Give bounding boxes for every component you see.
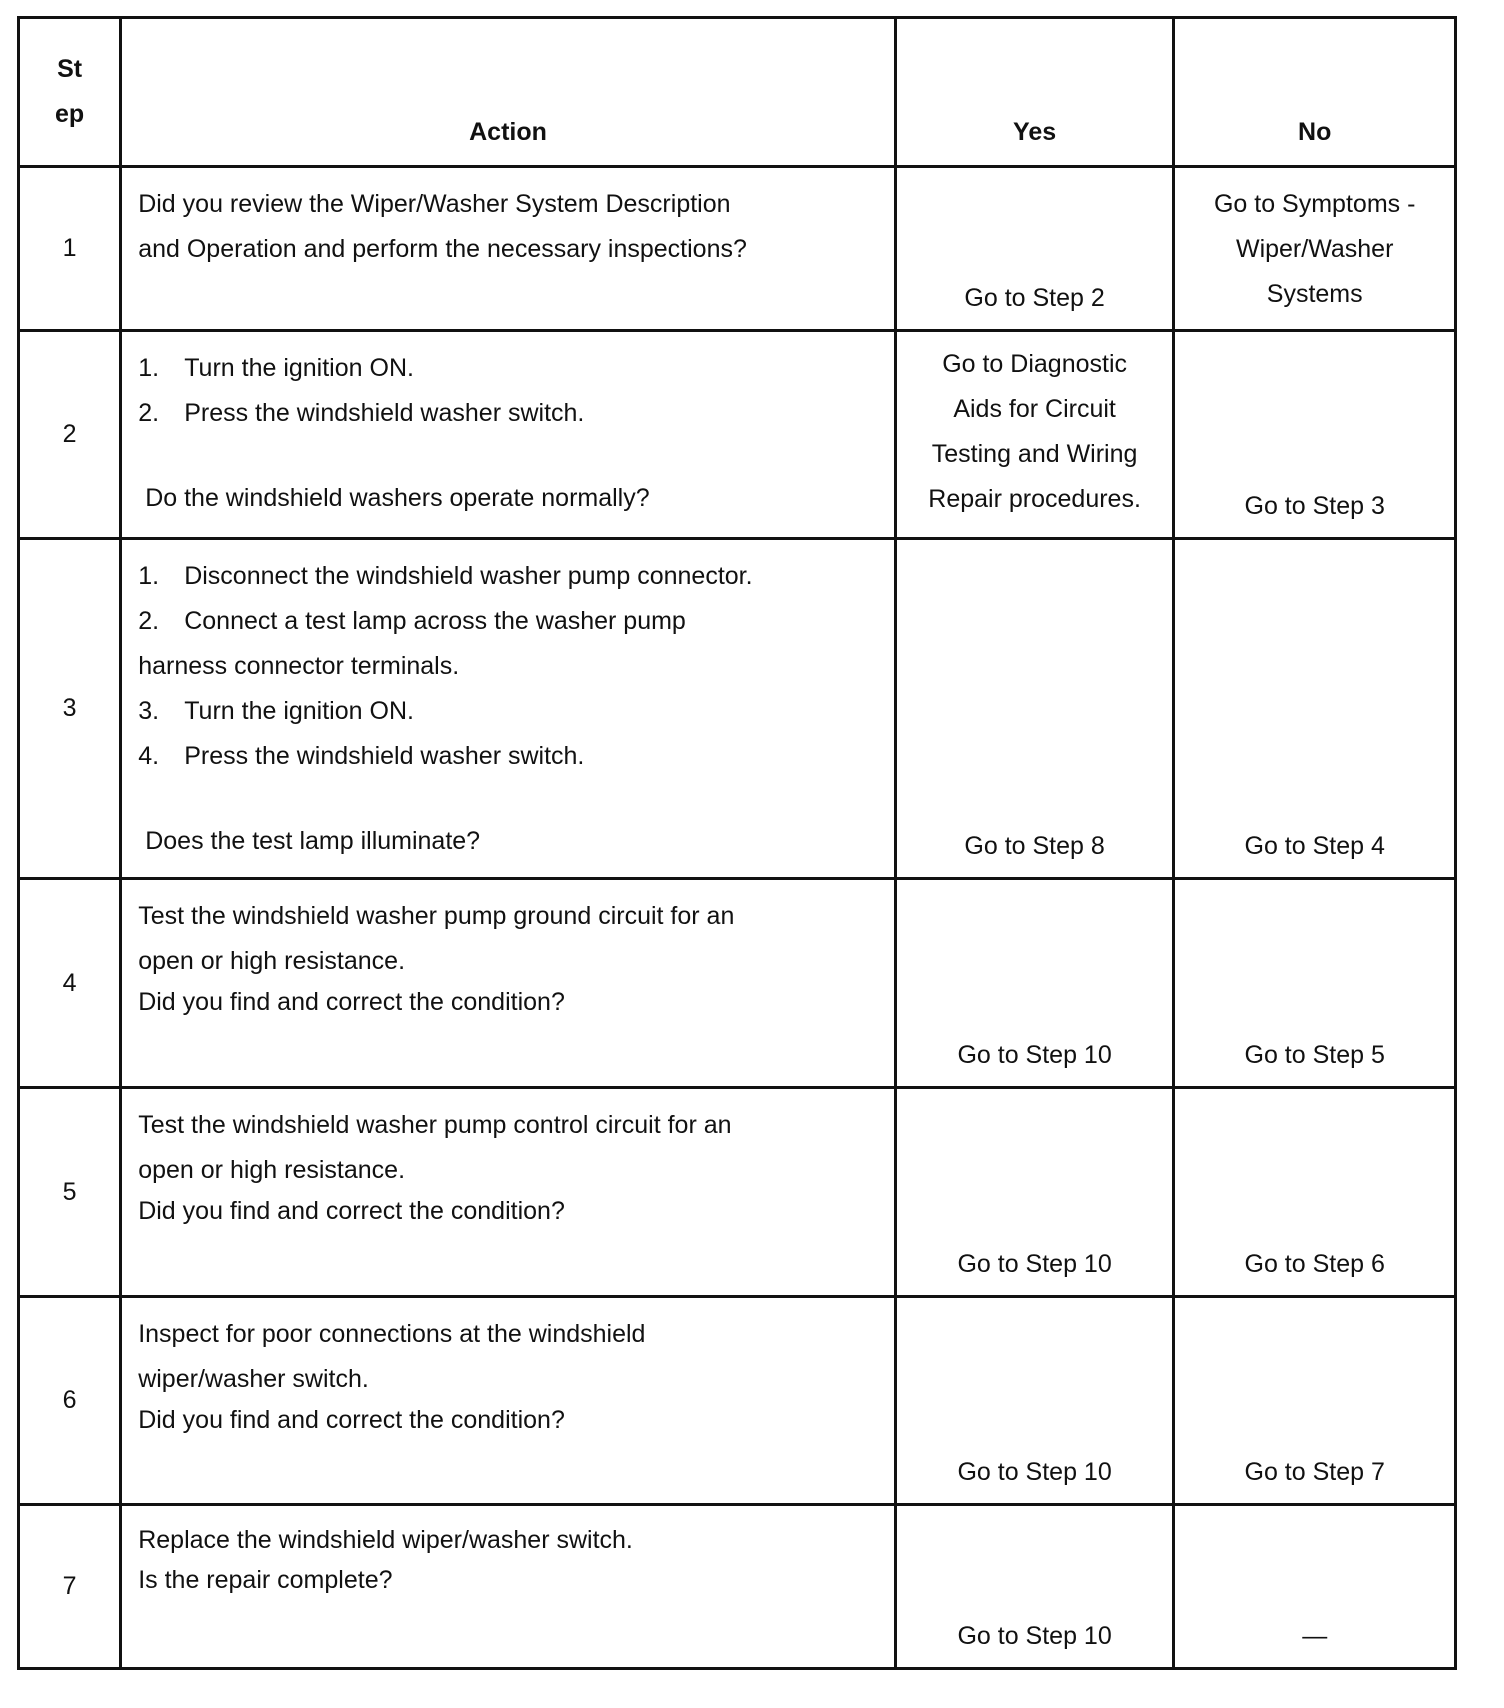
action-line: open or high resistance. xyxy=(138,1156,406,1184)
table-row xyxy=(19,1088,1456,1297)
action-line: Test the windshield washer pump control circuit for an xyxy=(138,1111,732,1139)
table-row xyxy=(19,879,1456,1088)
action-question: Did you find and correct the condition? xyxy=(138,988,565,1016)
no-cell: Go to Step 6 xyxy=(1174,1088,1456,1297)
action-line: wiper/washer switch. xyxy=(138,1365,369,1393)
yes-cell xyxy=(895,331,1174,539)
no-line: Go to Symptoms - xyxy=(1213,190,1416,218)
action-cell xyxy=(121,1297,896,1505)
action-item xyxy=(138,599,884,644)
item-text: Press the windshield washer switch. xyxy=(184,399,585,427)
no-cell: Go to Step 7 xyxy=(1174,1297,1456,1505)
no-cell: Go to Step 4 xyxy=(1174,539,1456,879)
item-text: Turn the ignition ON. xyxy=(184,697,414,725)
action-cell xyxy=(121,167,896,331)
header-step xyxy=(19,18,121,167)
no-cell: — xyxy=(1174,1505,1456,1669)
yes-line: Aids for Circuit xyxy=(953,395,1116,423)
action-line: and Operation and perform the necessary inspections? xyxy=(138,235,747,263)
action-line: Inspect for poor connections at the windshield xyxy=(138,1320,646,1348)
action-item xyxy=(138,644,884,689)
action-cell xyxy=(121,539,896,879)
item-number: 3. xyxy=(138,697,160,725)
table-row xyxy=(19,1297,1456,1505)
yes-cell: Go to Step 8 xyxy=(895,539,1174,879)
action-cell xyxy=(121,1088,896,1297)
step-number: 6 xyxy=(19,1297,121,1505)
action-question: Is the repair complete? xyxy=(138,1566,393,1594)
item-number: 2. xyxy=(138,399,160,427)
table-row xyxy=(19,1505,1456,1669)
step-number: 7 xyxy=(19,1505,121,1669)
header-action: Action xyxy=(121,18,896,167)
yes-cell: Go to Step 10 xyxy=(895,1505,1174,1669)
action-cell xyxy=(121,1505,896,1669)
action-question: Did you find and correct the condition? xyxy=(138,1406,565,1434)
action-question: Do the windshield washers operate normally? xyxy=(145,484,650,512)
step-number: 1 xyxy=(19,167,121,331)
step-number: 2 xyxy=(19,331,121,539)
header-row xyxy=(19,18,1456,167)
header-no: No xyxy=(1174,18,1456,167)
no-cell: Go to Step 3 xyxy=(1174,331,1456,539)
yes-cell: Go to Step 10 xyxy=(895,1297,1174,1505)
action-item xyxy=(138,346,884,391)
header-step-line1: St xyxy=(57,55,83,83)
action-item xyxy=(138,391,884,436)
item-text: Disconnect the windshield washer pump connector. xyxy=(184,562,753,590)
yes-cell: Go to Step 10 xyxy=(895,1088,1174,1297)
item-text: harness connector terminals. xyxy=(138,652,460,680)
action-line: Replace the windshield wiper/washer switch. xyxy=(138,1526,633,1554)
item-number: 2. xyxy=(138,607,160,635)
step-number: 3 xyxy=(19,539,121,879)
action-line: Test the windshield washer pump ground circuit for an xyxy=(138,902,735,930)
table-row xyxy=(19,167,1456,331)
table-row xyxy=(19,331,1456,539)
action-cell xyxy=(121,879,896,1088)
no-cell: Go to Step 5 xyxy=(1174,879,1456,1088)
item-text: Connect a test lamp across the washer pump xyxy=(184,607,686,635)
yes-line: Repair procedures. xyxy=(928,485,1141,513)
header-step-line2: ep xyxy=(55,100,85,128)
table-row xyxy=(19,539,1456,879)
action-item xyxy=(138,689,884,734)
item-number: 1. xyxy=(138,562,160,590)
action-item xyxy=(138,734,884,779)
action-item xyxy=(138,554,884,599)
no-line: Systems xyxy=(1266,280,1363,308)
action-cell xyxy=(121,331,896,539)
yes-cell: Go to Step 2 xyxy=(895,167,1174,331)
header-yes: Yes xyxy=(895,18,1174,167)
action-question: Did you find and correct the condition? xyxy=(138,1197,565,1225)
step-number: 4 xyxy=(19,879,121,1088)
no-line: Wiper/Washer xyxy=(1235,235,1394,263)
yes-line: Testing and Wiring xyxy=(931,440,1138,468)
diagnostic-table xyxy=(17,16,1457,1670)
action-line: Did you review the Wiper/Washer System Description xyxy=(138,190,731,218)
item-number: 4. xyxy=(138,742,160,770)
item-text: Turn the ignition ON. xyxy=(184,354,414,382)
step-number: 5 xyxy=(19,1088,121,1297)
item-text: Press the windshield washer switch. xyxy=(184,742,585,770)
action-line: open or high resistance. xyxy=(138,947,406,975)
no-cell xyxy=(1174,167,1456,331)
yes-line: Go to Diagnostic xyxy=(942,350,1128,378)
yes-cell: Go to Step 10 xyxy=(895,879,1174,1088)
action-question: Does the test lamp illuminate? xyxy=(145,827,481,855)
item-number: 1. xyxy=(138,354,160,382)
